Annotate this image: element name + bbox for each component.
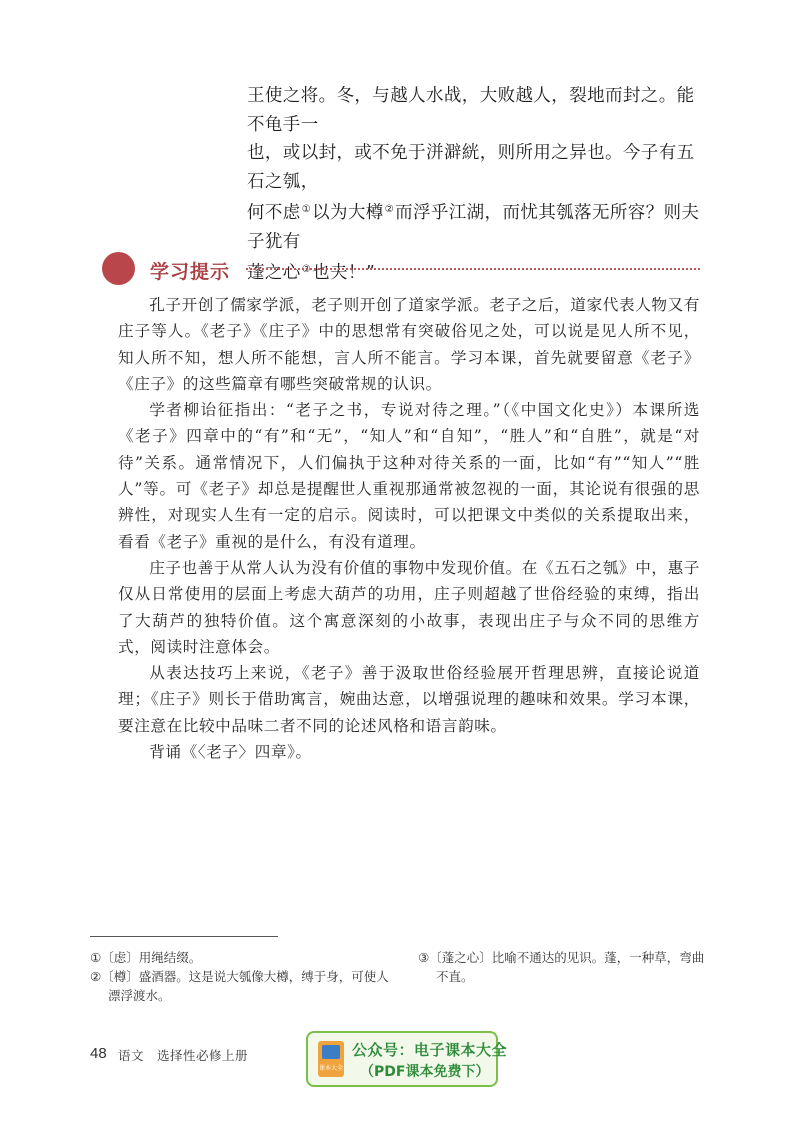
watermark-line1: 公众号：电子课本大全 <box>352 1041 508 1059</box>
section-divider <box>246 268 700 270</box>
text-line: 也，或以封，或不免于洴澼絖，则所用之异也。今子有五石之瓠， <box>247 143 695 192</box>
paragraph: 学者柳诒征指出：“老子之书，专说对待之理。”（《中国文化史》）本课所选《老子》四章中的“有”和“无”，“知人”和“自知”，“胜人”和“自胜”，就是“对待”关系。通常情况下，人们偏执于这种对待关系的一面，比如“有”“知人”“胜人”等。可《老子》却总是提醒世人重视那通常被忽视的一面，其论说有很强的思辨性，对现实人生有一定的启示。阅读时，可以把课文中类似的关系提取出来，看看《老子》重视的是什么，有没有道理。 <box>118 401 700 551</box>
watermark-line2: （PDF课本免费下） <box>360 1064 490 1080</box>
study-tips-body <box>118 292 700 765</box>
footnote-rule <box>90 936 278 937</box>
footnotes-left-column <box>90 948 390 1005</box>
book-icon: 课本大全 <box>318 1041 344 1077</box>
footnote-item: ①〔虑〕用绳结缀。 <box>90 950 202 965</box>
footnote-item: ②〔樽〕盛酒器。这是说大瓠像大樽，缚于身，可使人漂浮渡水。 <box>90 969 389 1003</box>
section-title: 学习提示 <box>150 261 231 283</box>
footnote-ref-3[interactable]: ③ <box>301 264 312 275</box>
text-line: 王使之将。冬，与越人水战，大败越人，裂地而封之。能不龟手一 <box>247 86 695 135</box>
footnotes-right-column <box>418 948 708 986</box>
paragraph: 背诵《〈老子〉四章》。 <box>149 743 312 762</box>
paragraph: 庄子也善于从常人认为没有价值的事物中发现价值。在《五石之瓠》中，惠子仅从日常使用的层面上考虑大葫芦的功用，庄子则超越了世俗经验的束缚，指出了大葫芦的独特价值。这个寓意深刻的小故事，表现出庄子与众不同的思维方式，阅读时注意体会。 <box>118 558 700 656</box>
footnote-ref-1[interactable]: ① <box>301 204 312 215</box>
book-title: 语文 选择性必修上册 <box>118 1048 249 1063</box>
section-bullet-icon <box>102 252 135 285</box>
footnote-ref-2[interactable]: ② <box>384 204 395 215</box>
watermark-badge <box>306 1031 508 1087</box>
text-line: 蓬之心③也夫！” <box>247 263 376 283</box>
text-line: 何不虑①以为大樽②而浮乎江湖，而忧其瓠落无所容？则夫子犹有 <box>247 203 700 252</box>
page-number: 48 <box>90 1045 107 1062</box>
paragraph: 从表达技巧上来说，《老子》善于汲取世俗经验展开哲理思辨，直接论说道理；《庄子》则长于借助寓言，婉曲达意，以增强说理的趣味和效果。学习本课，要注意在比较中品味二者不同的论述风格和语言韵味。 <box>118 664 700 735</box>
classical-text-block <box>247 82 709 288</box>
paragraph: 孔子开创了儒家学派，老子则开创了道家学派。老子之后，道家代表人物又有庄子等人。《老子》《庄子》中的思想常有突破俗见之处，可以说是见人所不见，知人所不知，想人所不能想，言人所不能言。学习本课，首先就要留意《老子》《庄子》的这些篇章有哪些突破常规的认识。 <box>118 296 700 393</box>
footnote-item: ③〔蓬之心〕比喻不通达的见识。蓬，一种草，弯曲不直。 <box>418 950 705 984</box>
